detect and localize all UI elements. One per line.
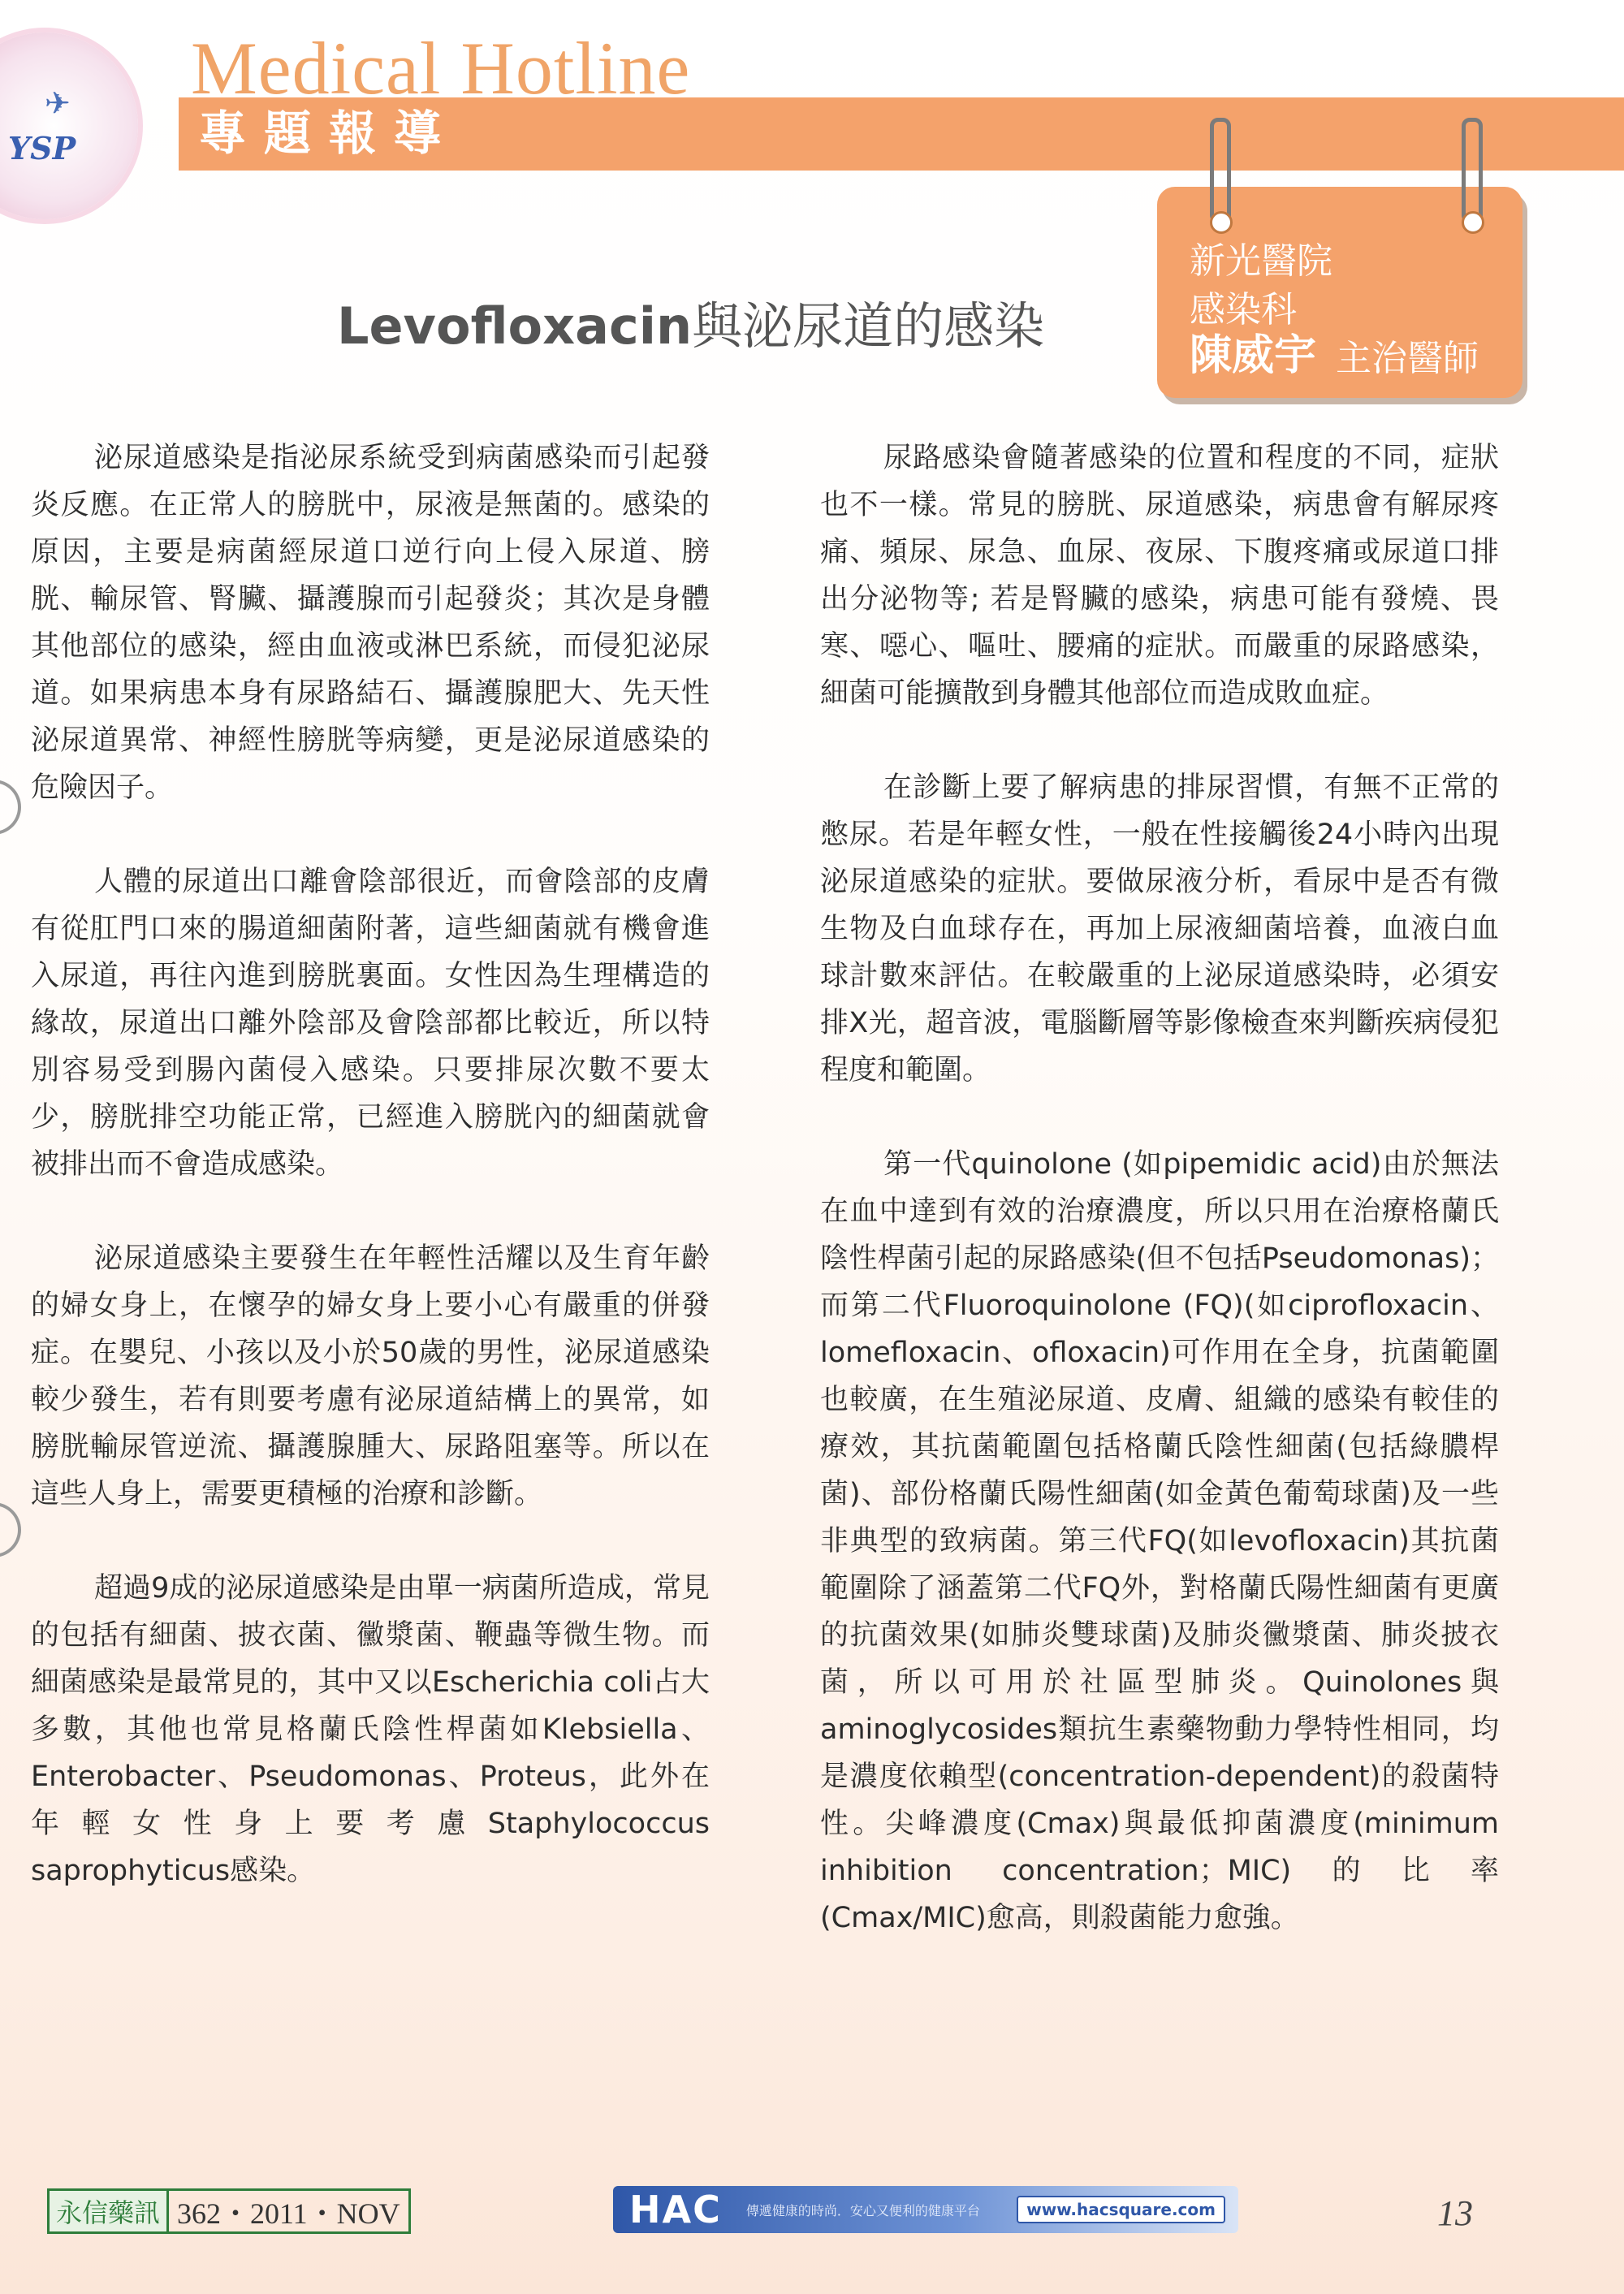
paragraph: 泌尿道感染是指泌尿系統受到病菌感染而引起發炎反應。在正常人的膀胱中，尿液是無菌的。感染的原因，主要是病菌經尿道口逆行向上侵入尿道、膀胱、輸尿管、腎臟、攝護腺而引起發炎；其次是身體其他部位的感染，經由血液或淋巴系統，而侵犯泌尿道。如果病患本身有尿路結石、攝護腺肥大、先天性泌尿道異常、神經性膀胱等病變，更是泌尿道感染的危險因子。: [31, 442, 710, 804]
article-title: [337, 286, 1044, 358]
issue-number: 362・2011・NOV: [177, 2197, 400, 2230]
hac-url: www.hacsquare.com: [1017, 2196, 1225, 2223]
paragraph: 泌尿道感染主要發生在年輕性活耀以及生育年齡的婦女身上，在懷孕的婦女身上要小心有嚴重的併發症。在嬰兒、小孩以及小於50歲的男性，泌尿道感染較少發生，若有則要考慮有泌尿道結構上的異常，如膀胱輸尿管逆流、攝護腺腫大、尿路阻塞等。所以在這些人身上，需要更積極的治療和診斷。: [31, 1242, 710, 1510]
binding-mark: [0, 1502, 21, 1557]
author-department: 感染科: [1190, 289, 1297, 330]
paragraph: 人體的尿道出口離會陰部很近，而會陰部的皮膚有從肛門口來的腸道細菌附著，這些細菌就有機會進入尿道，再往內進到膀胱裏面。女性因為生理構造的緣故，尿道出口離外陰部及會陰部都比較近，所以特別容易受到腸內菌侵入感染。只要排尿次數不要太少，膀胱排空功能正常，已經進入膀胱內的細菌就會被排出而不會造成感染。: [31, 866, 710, 1181]
hac-logo: HAC: [629, 2188, 722, 2231]
ysp-logo-badge: [0, 32, 138, 219]
hac-banner: [613, 2186, 1238, 2233]
author-hospital: 新光醫院: [1190, 240, 1332, 282]
hac-tagline: 傳遞健康的時尚．安心又便利的健康平台: [745, 2202, 980, 2218]
feature-label: 專題報導: [199, 106, 460, 161]
card-hole: [1210, 211, 1233, 234]
article-title-en: Levofloxacin: [337, 296, 693, 356]
left-column: [31, 434, 710, 1942]
issue-info: [47, 2188, 411, 2234]
hanger-ring-icon: [1462, 118, 1483, 223]
article-title-zh: 與泌尿道的感染: [692, 296, 1045, 356]
right-column: [820, 434, 1499, 1989]
bird-icon: ✈: [45, 85, 71, 121]
author-title: 主治醫師: [1336, 338, 1479, 379]
paragraph: 在診斷上要了解病患的排尿習慣，有無不正常的憋尿。若是年輕女性，一般在性接觸後24小時內出現泌尿道感染的症狀。要做尿液分析，看尿中是否有微生物及白血球存在，再加上尿液細菌培養，血液白血球計數來評估。在較嚴重的上泌尿道感染時，必須安排X光，超音波，電腦斷層等影像檢查來判斷疾病侵犯程度和範圍。: [820, 771, 1499, 1087]
paragraph: 第一代quinolone (如pipemidic acid)由於無法在血中達到有效的治療濃度，所以只用在治療格蘭氏陰性桿菌引起的尿路感染(但不包括Pseudomonas)；而第二代Fluoroquinolone (FQ)(如ciprofloxacin、lomefloxacin、ofloxacin)可作用在全身，抗菌範圍也較廣，在生殖泌尿道、皮膚、組織的感染有較佳的療效，其抗菌範圍包括格蘭氏陰性細菌(包括綠膿桿菌)、部份格蘭氏陽性細菌(如金黃色葡萄球菌)及一些非典型的致病菌。第三代FQ(如levofloxacin)其抗菌範圍除了涵蓋第二代FQ外，對格蘭氏陽性細菌有更廣的抗菌效果(如肺炎雙球菌)及肺炎黴漿菌、肺炎披衣菌，所以可用於社區型肺炎。Quinolones與aminoglycosides類抗生素藥物動力學特性相同，均是濃度依賴型(concentration-dependent)的殺菌特性。尖峰濃度(Cmax)與最低抑菌濃度(minimum inhibition concentration；MIC)的比率(Cmax/MIC)愈高，則殺菌能力愈強。: [820, 1148, 1499, 1934]
hanger-ring-icon: [1210, 118, 1231, 223]
ysp-logo-text: YSP: [8, 130, 76, 166]
paragraph: 超過9成的泌尿道感染是由單一病菌所造成，常見的包括有細菌、披衣菌、黴漿菌、鞭蟲等微生物。而細菌感染是最常見的，其中又以Escherichia coli占大多數，其他也常見格蘭氏陰性桿菌如Klebsiella、Enterobacter、Pseudomonas、Proteus，此外在年輕女性身上要考慮Staphylococcus saprophyticus感染。: [31, 1572, 710, 1887]
page-number: 13: [1437, 2193, 1473, 2233]
binding-mark: [0, 780, 21, 835]
author-name: 陳威宇: [1190, 331, 1317, 380]
section-title: Medical Hotline: [191, 27, 691, 110]
paragraph: 尿路感染會隨著感染的位置和程度的不同，症狀也不一樣。常見的膀胱、尿道感染，病患會有解尿疼痛、頻尿、尿急、血尿、夜尿、下腹疼痛或尿道口排出分泌物等; 若是腎臟的感染，病患可能有發燒、畏寒、噁心、嘔吐、腰痛的症狀。而嚴重的尿路感染，細菌可能擴散到身體其他部位而造成敗血症。: [820, 442, 1499, 710]
magazine-name: 永信藥訊: [50, 2191, 169, 2231]
card-hole: [1462, 211, 1484, 234]
